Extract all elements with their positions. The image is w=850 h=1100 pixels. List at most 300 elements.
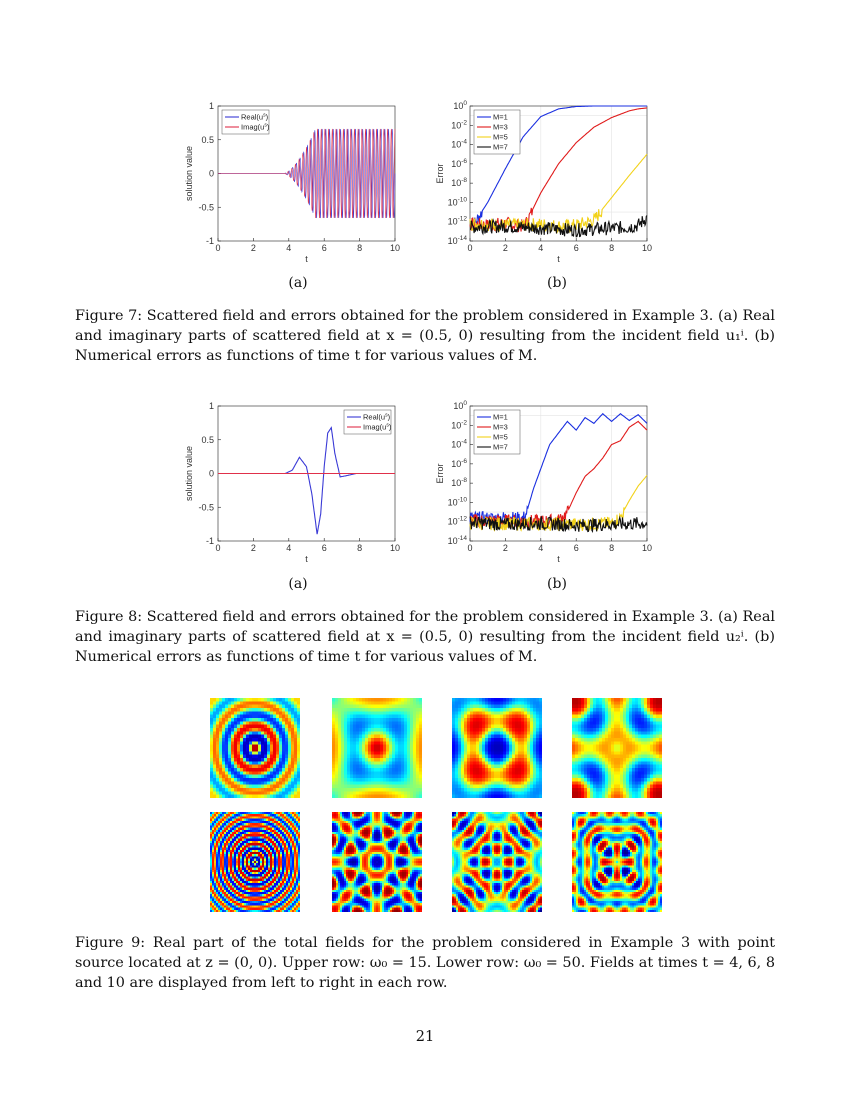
field-cell xyxy=(647,705,650,709)
field-cell xyxy=(512,715,515,719)
field-cell xyxy=(632,708,635,712)
field-cell xyxy=(285,728,288,732)
field-cell xyxy=(246,872,248,875)
field-cell xyxy=(258,755,261,759)
field-cell xyxy=(614,785,617,789)
field-cell xyxy=(419,711,422,715)
field-cell xyxy=(620,748,623,752)
field-cell xyxy=(641,728,644,732)
field-cell xyxy=(222,830,224,833)
field-cell xyxy=(386,698,389,702)
field-cell xyxy=(234,899,236,902)
field-cell xyxy=(344,701,347,705)
field-cell xyxy=(602,771,605,775)
field-cell xyxy=(212,834,214,837)
field-cell xyxy=(297,741,300,745)
field-cell xyxy=(258,738,261,742)
field-cell xyxy=(262,854,264,857)
field-cell xyxy=(491,735,494,739)
field-cell xyxy=(647,765,650,769)
field-cell xyxy=(527,725,530,729)
field-cell xyxy=(386,705,389,709)
field-cell xyxy=(452,708,455,712)
field-cell xyxy=(260,839,262,842)
field-cell xyxy=(279,765,282,769)
field-cell xyxy=(250,888,252,891)
field-cell xyxy=(254,901,256,904)
field-cell xyxy=(220,905,222,908)
field-cell xyxy=(230,868,232,871)
field-cell xyxy=(470,701,473,705)
field-cell xyxy=(222,816,224,819)
field-cell xyxy=(605,728,608,732)
field-cell xyxy=(623,708,626,712)
field-cell xyxy=(212,852,214,855)
field-cell xyxy=(389,751,392,755)
field-cell xyxy=(222,910,224,912)
field-cell xyxy=(256,903,258,906)
field-cell xyxy=(470,785,473,789)
field-cell xyxy=(273,781,276,785)
y-tick-label: -1 xyxy=(205,236,214,246)
field-cell xyxy=(335,735,338,739)
field-cell xyxy=(232,830,234,833)
field-cell xyxy=(250,861,252,864)
field-cell xyxy=(632,735,635,739)
field-cell xyxy=(623,728,626,732)
field-cell xyxy=(267,728,270,732)
field-cell xyxy=(602,735,605,739)
field-cell xyxy=(258,910,260,912)
field-cell xyxy=(258,825,260,828)
field-cell xyxy=(635,795,638,798)
field-cell xyxy=(632,785,635,789)
field-cell xyxy=(232,852,234,855)
field-cell xyxy=(482,758,485,762)
field-cell xyxy=(656,788,659,792)
field-cell xyxy=(250,845,252,848)
field-cell xyxy=(473,738,476,742)
field-cell xyxy=(236,825,238,828)
field-cell xyxy=(242,910,244,912)
field-cell xyxy=(282,698,285,702)
field-cell xyxy=(365,715,368,719)
field-cell xyxy=(218,874,220,877)
field-cell xyxy=(536,775,539,779)
field-cell xyxy=(584,708,587,712)
field-cell xyxy=(246,899,248,902)
field-cell xyxy=(282,705,285,709)
field-cell xyxy=(659,788,662,792)
field-cell xyxy=(297,761,300,765)
field-cell xyxy=(243,701,246,705)
field-cell xyxy=(410,751,413,755)
field-cell xyxy=(338,721,341,725)
field-cell xyxy=(419,791,422,795)
field-cell xyxy=(608,748,611,752)
field-cell xyxy=(262,816,264,819)
field-cell xyxy=(473,788,476,792)
field-cell xyxy=(248,910,250,912)
field-cell xyxy=(228,830,230,833)
field-cell xyxy=(258,728,261,732)
field-cell xyxy=(596,788,599,792)
field-cell xyxy=(332,728,335,732)
field-cell xyxy=(353,751,356,755)
field-cell xyxy=(641,778,644,782)
field-cell xyxy=(512,725,515,729)
field-cell xyxy=(353,795,356,798)
field-cell xyxy=(222,745,225,749)
field-cell xyxy=(605,718,608,722)
field-cell xyxy=(246,888,248,891)
field-cell xyxy=(452,731,455,735)
field-cell xyxy=(226,825,228,828)
field-cell xyxy=(350,761,353,765)
field-cell xyxy=(212,825,214,828)
field-cell xyxy=(338,791,341,795)
field-cell xyxy=(276,771,279,775)
field-cell xyxy=(644,775,647,779)
field-cell xyxy=(395,761,398,765)
field-cell xyxy=(416,791,419,795)
field-cell xyxy=(254,890,256,893)
field-cell xyxy=(509,705,512,709)
field-cell xyxy=(341,731,344,735)
field-cell xyxy=(222,850,224,853)
field-cell xyxy=(226,816,228,819)
field-cell xyxy=(276,745,279,749)
field-cell xyxy=(452,775,455,779)
field-cell xyxy=(380,771,383,775)
field-cell xyxy=(260,872,262,875)
field-cell xyxy=(232,885,234,888)
field-cell xyxy=(404,771,407,775)
field-cell xyxy=(470,741,473,745)
field-cell xyxy=(653,711,656,715)
field-cell xyxy=(218,812,220,815)
field-cell xyxy=(264,738,267,742)
field-cell xyxy=(488,701,491,705)
field-cell xyxy=(237,718,240,722)
field-cell xyxy=(249,715,252,719)
field-cell xyxy=(237,728,240,732)
field-cell xyxy=(297,738,300,742)
field-cell xyxy=(254,843,256,846)
field-cell xyxy=(234,778,237,782)
field-cell xyxy=(473,731,476,735)
field-cell xyxy=(641,731,644,735)
field-cell xyxy=(294,755,297,759)
field-cell xyxy=(398,705,401,709)
field-cell xyxy=(240,845,242,848)
field-cell xyxy=(222,852,224,855)
field-cell xyxy=(210,791,213,795)
field-cell xyxy=(398,751,401,755)
field-cell xyxy=(276,758,279,762)
field-cell xyxy=(413,778,416,782)
field-cell xyxy=(362,751,365,755)
field-cell xyxy=(419,741,422,745)
field-cell xyxy=(602,711,605,715)
field-cell xyxy=(246,698,249,702)
field-cell xyxy=(282,758,285,762)
field-cell xyxy=(237,778,240,782)
field-cell xyxy=(242,814,244,817)
field-cell xyxy=(261,721,264,725)
field-cell xyxy=(276,788,279,792)
field-cell xyxy=(413,721,416,725)
field-cell xyxy=(512,771,515,775)
field-cell xyxy=(249,701,252,705)
field-cell xyxy=(240,758,243,762)
field-cell xyxy=(629,768,632,772)
field-cell xyxy=(222,859,224,862)
field-cell xyxy=(395,755,398,759)
field-cell xyxy=(238,823,240,826)
field-cell xyxy=(244,839,246,842)
field-cell xyxy=(401,745,404,749)
field-cell xyxy=(407,771,410,775)
field-cell xyxy=(258,765,261,769)
field-cell xyxy=(536,738,539,742)
field-cell xyxy=(587,715,590,719)
field-cell xyxy=(476,718,479,722)
field-cell xyxy=(461,748,464,752)
field-cell xyxy=(276,781,279,785)
field-cell xyxy=(230,825,232,828)
field-cell xyxy=(575,748,578,752)
field-cell xyxy=(228,781,231,785)
field-cell xyxy=(395,745,398,749)
field-cell xyxy=(218,901,220,904)
field-cell xyxy=(494,745,497,749)
field-cell xyxy=(605,715,608,719)
field-cell xyxy=(267,741,270,745)
field-cell xyxy=(220,885,222,888)
field-cell xyxy=(332,748,335,752)
field-cell xyxy=(572,745,575,749)
field-cell xyxy=(617,701,620,705)
field-cell xyxy=(226,845,228,848)
field-cell xyxy=(240,771,243,775)
field-cell xyxy=(356,795,359,798)
field-cell xyxy=(512,751,515,755)
field-cell xyxy=(220,814,222,817)
field-cell xyxy=(620,778,623,782)
field-cell xyxy=(234,791,237,795)
field-cell xyxy=(485,781,488,785)
field-cell xyxy=(527,715,530,719)
field-cell xyxy=(226,872,228,875)
field-cell xyxy=(596,775,599,779)
field-cell xyxy=(222,879,224,882)
field-cell xyxy=(575,761,578,765)
field-cell xyxy=(620,708,623,712)
field-cell xyxy=(246,701,249,705)
field-cell xyxy=(494,788,497,792)
series-line-real-u-s- xyxy=(218,428,395,535)
field-cell xyxy=(237,738,240,742)
field-cell xyxy=(248,894,250,897)
field-cell xyxy=(353,755,356,759)
field-cell xyxy=(228,839,230,842)
field-cell xyxy=(220,825,222,828)
field-cell xyxy=(240,892,242,895)
field-cell xyxy=(210,883,212,886)
field-cell xyxy=(210,850,212,853)
field-cell xyxy=(350,795,353,798)
field-cell xyxy=(602,755,605,759)
field-cell xyxy=(246,819,248,822)
legend-label: $Real(u^s)$ xyxy=(363,412,391,422)
field-cell xyxy=(234,892,236,895)
field-cell xyxy=(220,879,222,882)
field-cell xyxy=(338,735,341,739)
field-cell xyxy=(230,819,232,822)
field-cell xyxy=(267,711,270,715)
field-cell xyxy=(362,765,365,769)
field-cell xyxy=(389,745,392,749)
field-cell xyxy=(294,748,297,752)
field-cell xyxy=(476,721,479,725)
field-cell xyxy=(238,894,240,897)
field-cell xyxy=(234,728,237,732)
field-cell xyxy=(220,870,222,873)
field-cell xyxy=(398,725,401,729)
field-cell xyxy=(341,758,344,762)
field-cell xyxy=(398,748,401,752)
field-cell xyxy=(605,745,608,749)
field-cell xyxy=(626,788,629,792)
field-cell xyxy=(210,823,212,826)
field-cell xyxy=(234,765,237,769)
field-cell xyxy=(626,745,629,749)
field-cell xyxy=(240,718,243,722)
field-cell xyxy=(506,725,509,729)
field-cell xyxy=(248,854,250,857)
field-cell xyxy=(647,708,650,712)
field-cell xyxy=(584,785,587,789)
field-cell xyxy=(467,751,470,755)
field-cell xyxy=(641,765,644,769)
field-cell xyxy=(605,708,608,712)
field-cell xyxy=(482,761,485,765)
field-cell xyxy=(617,745,620,749)
field-cell xyxy=(377,741,380,745)
field-cell xyxy=(608,745,611,749)
field-cell xyxy=(216,761,219,765)
field-cell xyxy=(254,854,256,857)
x-tick-label: 8 xyxy=(357,243,363,253)
field-cell xyxy=(494,738,497,742)
fig7-sub-a: (a) xyxy=(288,275,308,291)
x-tick-label: 6 xyxy=(321,543,327,553)
field-cell xyxy=(216,721,219,725)
field-cell xyxy=(258,870,260,873)
field-cell xyxy=(359,771,362,775)
field-cell xyxy=(237,765,240,769)
field-cell xyxy=(476,775,479,779)
field-cell xyxy=(254,894,256,897)
field-cell xyxy=(297,785,300,789)
field-cell xyxy=(226,830,228,833)
field-cell xyxy=(249,771,252,775)
field-cell xyxy=(386,788,389,792)
field-cell xyxy=(653,708,656,712)
field-cell xyxy=(254,841,256,844)
field-cell xyxy=(252,718,255,722)
field-cell xyxy=(282,715,285,719)
field-cell xyxy=(401,761,404,765)
field-cell xyxy=(216,791,219,795)
field-cell xyxy=(228,848,230,851)
field-cell xyxy=(244,859,246,862)
field-cell xyxy=(470,698,473,702)
field-cell xyxy=(491,788,494,792)
field-cell xyxy=(353,775,356,779)
field-cell xyxy=(410,791,413,795)
field-cell xyxy=(623,751,626,755)
field-cell xyxy=(371,705,374,709)
field-cell xyxy=(264,748,267,752)
field-cell xyxy=(467,701,470,705)
field-cell xyxy=(536,718,539,722)
field-cell xyxy=(288,785,291,789)
field-cell xyxy=(392,725,395,729)
field-cell xyxy=(255,758,258,762)
field-cell xyxy=(356,701,359,705)
field-cell xyxy=(218,903,220,906)
field-cell xyxy=(467,758,470,762)
field-cell xyxy=(252,899,254,902)
field-cell xyxy=(605,701,608,705)
field-cell xyxy=(617,725,620,729)
field-cell xyxy=(262,870,264,873)
field-cell xyxy=(250,890,252,893)
field-cell xyxy=(228,859,230,862)
field-cell xyxy=(294,721,297,725)
field-cell xyxy=(476,698,479,702)
field-cell xyxy=(380,751,383,755)
field-cell xyxy=(276,708,279,712)
field-cell xyxy=(249,708,252,712)
field-cell xyxy=(623,721,626,725)
field-cell xyxy=(515,705,518,709)
field-cell xyxy=(476,715,479,719)
field-cell xyxy=(497,728,500,732)
field-cell xyxy=(653,731,656,735)
field-cell xyxy=(238,908,240,911)
field-cell xyxy=(234,885,236,888)
field-cell xyxy=(461,741,464,745)
field-cell xyxy=(572,705,575,709)
field-cell xyxy=(261,741,264,745)
field-cell xyxy=(225,755,228,759)
field-cell xyxy=(473,745,476,749)
field-cell xyxy=(506,721,509,725)
field-cell xyxy=(527,711,530,715)
field-cell xyxy=(524,795,527,798)
field-cell xyxy=(264,771,267,775)
field-cell xyxy=(455,731,458,735)
field-cell xyxy=(476,791,479,795)
field-cell xyxy=(371,755,374,759)
field-cell xyxy=(230,896,232,899)
field-cell xyxy=(527,775,530,779)
field-cell xyxy=(359,768,362,772)
field-cell xyxy=(222,775,225,779)
